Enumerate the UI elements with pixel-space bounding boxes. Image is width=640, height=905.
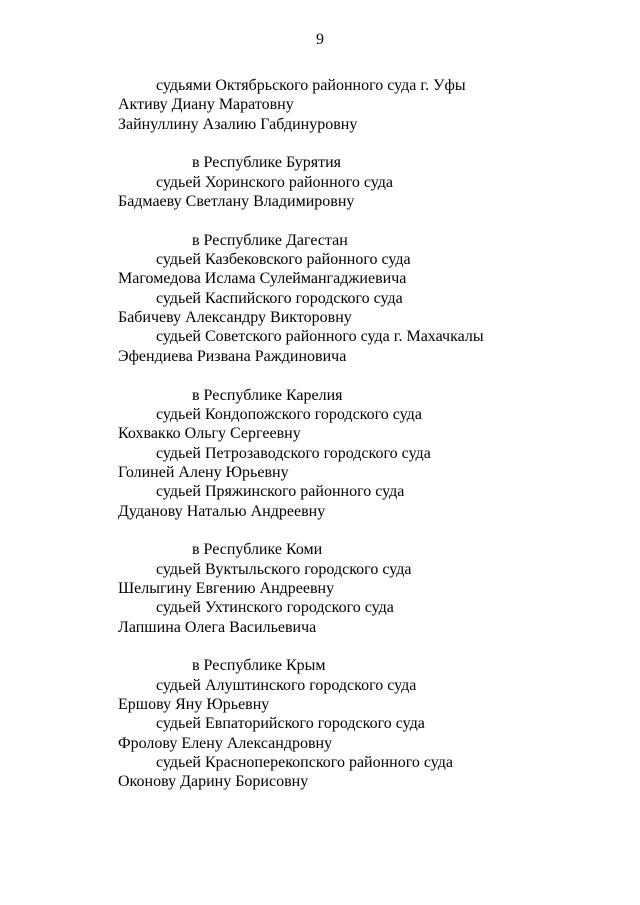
court-appointment-line: судьей Каспийского городского суда [156, 289, 403, 307]
judge-name-line: Эфендиева Ризвана Раждиновича [118, 347, 347, 365]
court-appointment-line: судьями Октябрьского районного суда г. Уфы [156, 77, 466, 94]
judge-name-line: Кохвакко Ольгу Сергеевну [118, 425, 301, 443]
region-heading: в Республике Коми [192, 541, 323, 559]
paragraph-gap [118, 134, 618, 153]
judge-name-line: Голиней Алену Юрьевну [118, 463, 289, 481]
paragraph-gap [118, 211, 618, 230]
court-appointment-line: судьей Советского районного суда г. Махачкалы [156, 328, 484, 346]
judge-name-line: Фролову Елену Александровну [118, 734, 333, 752]
judge-name-line: Дуданову Наталью Андреевну [118, 502, 326, 520]
paragraph-gap [118, 366, 618, 385]
judge-name-line: Зайнуллину Азалию Габдинуровну [118, 115, 358, 133]
region-heading: в Республике Дагестан [192, 231, 348, 249]
paragraph-gap [118, 521, 618, 540]
court-appointment-line: судьей Кондопожского городского суда [156, 405, 422, 423]
judge-name-line: Лапшина Олега Васильевича [118, 618, 317, 636]
court-appointment-line: судьей Красноперекопского районного суда [156, 754, 454, 772]
judge-name-line: Активу Диану Маратовну [118, 96, 294, 114]
region-heading: в Республике Карелия [192, 386, 343, 404]
judge-name-line: Ершову Яну Юрьевну [118, 696, 270, 713]
document-body [118, 76, 618, 792]
page-number: 9 [316, 31, 324, 48]
court-appointment-line: судьей Хоринского районного суда [156, 173, 393, 191]
court-appointment-line: судьей Ухтинского городского суда [156, 599, 394, 617]
court-appointment-line: судьей Евпаторийского городского суда [156, 715, 425, 733]
court-appointment-line: судьей Пряжинского районного суда [156, 483, 405, 501]
judge-name-line: Бабичеву Александру Викторовну [118, 309, 352, 327]
court-appointment-line: судьей Казбековского районного суда [156, 251, 411, 269]
judge-name-line: Шелыгину Евгению Андреевну [118, 579, 335, 597]
paragraph-gap [118, 637, 618, 656]
court-appointment-line: судьей Петрозаводского городского суда [156, 444, 431, 462]
court-appointment-line: судьей Алуштинского городского суда [156, 676, 417, 694]
region-heading: в Республике Бурятия [192, 154, 342, 172]
judge-name-line: Магомедова Ислама Сулеймангаджиевича [118, 270, 407, 288]
region-heading: в Республике Крым [192, 657, 326, 675]
judge-name-line: Бадмаеву Светлану Владимировну [118, 193, 355, 211]
court-appointment-line: судьей Вуктыльского городского суда [156, 560, 412, 578]
judge-name-line: Оконову Дарину Борисовну [118, 773, 309, 791]
